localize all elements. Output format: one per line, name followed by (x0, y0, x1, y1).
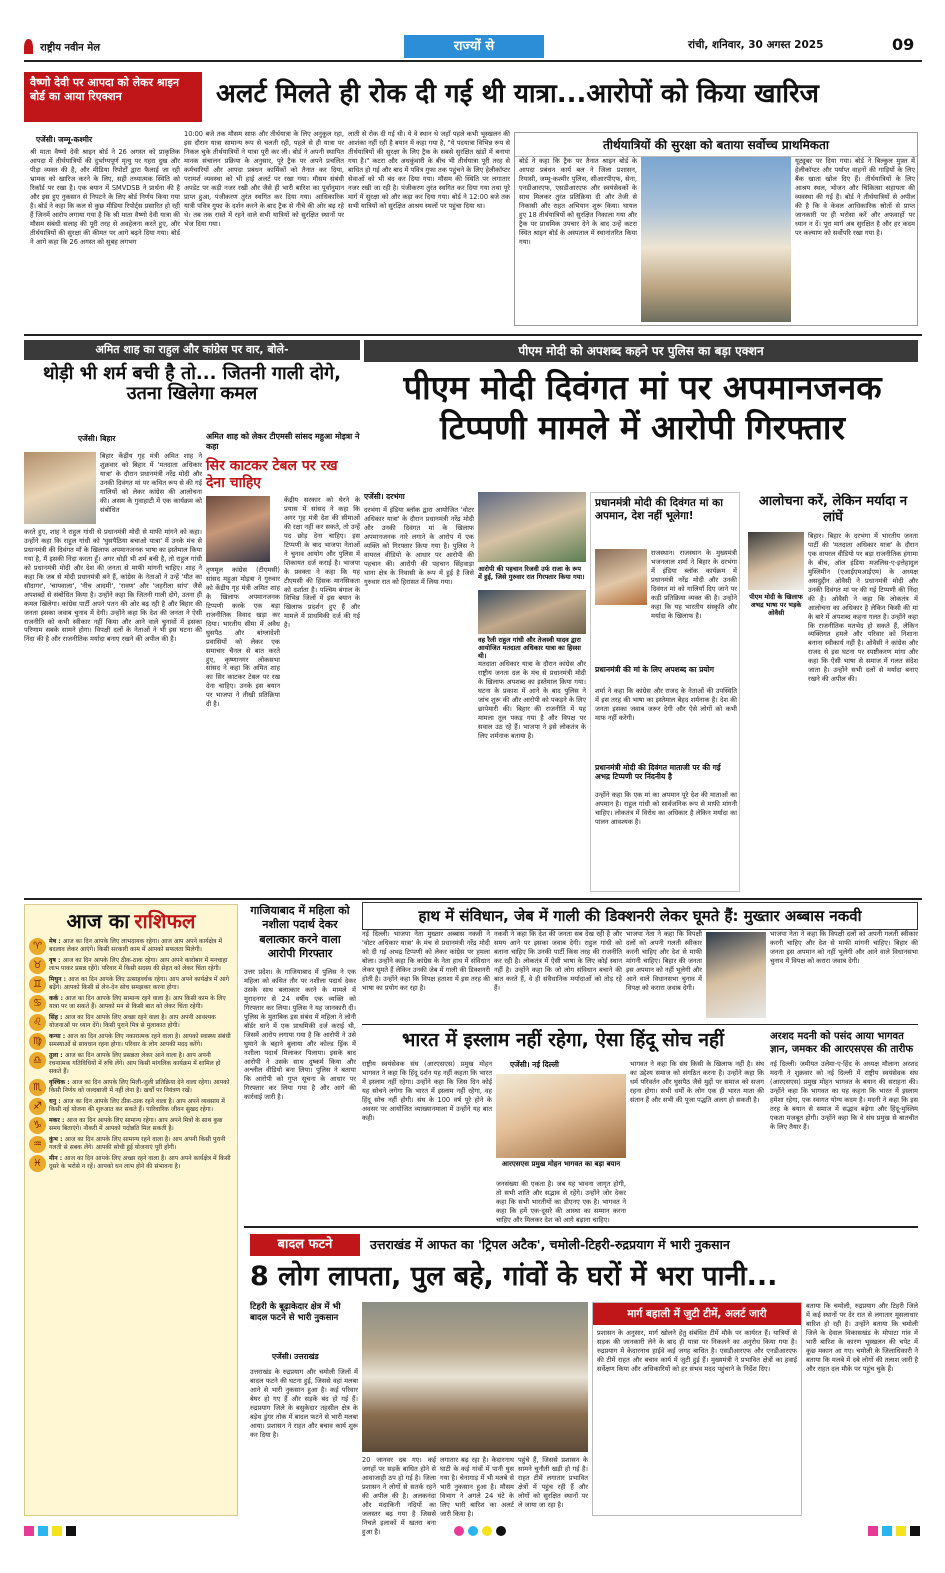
modi-byline: एजेंसी। दरभंगा (364, 492, 405, 501)
story1-kicker: वैष्णो देवी पर आपदा को लेकर श्राइन बोर्ड का आया रिएक्शन (24, 72, 202, 122)
accused-caption-2: वह रैली राहुल गांधी और तेजस्वी यादव द्वारा आयोजित मतदाता अधिकार यात्रा का हिस्सा थी। (478, 636, 581, 660)
zodiac-sign-icon: ♒ (29, 1136, 46, 1153)
cm-photo (595, 549, 647, 605)
bhagwat-col4: भागवत ने कहा कि संघ किसी के खिलाफ नहीं है। संघ का उद्देश्य समाज को संगठित करना है। उन्होंने कहा कि धर्म परिवर्तन और घुसपैठ जैसे मुद्दों पर समाज को सजग रहना होगा। सभी धर्मों के लोग एक ही भारत माता की संतान हैं और सभी की पूजा पद्धति अलग हो सकती है। (630, 1060, 764, 1104)
bhagwat-caption: आरएसएस प्रमुख मोहन भागवत का बड़ा बयान (496, 1160, 626, 1168)
zodiac-sign-prediction: आज का दिन आपके लिए नकारात्मक रहने वाला है। आपको स्वास्थ्य संबंधी समस्याओं से सावधान रहना होगा। परिवार के लोग आपकी मदद करेंगे। (49, 1033, 231, 1049)
shah-headline: थोड़ी भी शर्म बची है तो... जितनी गाली दोगे, उतना खिलेगा कमल (42, 363, 342, 405)
bhagwat-col3: जनसंख्या की एकता है। जब यह भावना जागृत होगी, तो सभी शांति और सद्भाव से रहेंगे। उन्होंने जोर देकर कहा कि सभी भारतीयों का डीएनए एक है। भागवत ने कहा कि हमें एक-दूसरे की आस्था का सम्मान करना चाहिए और मिलकर देश को आगे बढ़ाना चाहिए। (496, 1180, 626, 1224)
flood-headline: 8 लोग लापता, पुल बहे, गांवों के घरों में भरा पानी... (250, 1261, 778, 1292)
zodiac-sign-prediction: आज का दिन आपके लिए सामान्य रहेगा। आप अपने मित्रों के साथ कुछ समय बिताएंगे। नौकरी में आपको पदोन्नति मिल सकती है। (49, 1116, 223, 1132)
zodiac-sign-name: वृष : (49, 957, 63, 964)
flood-byline: एजेंसी। उत्तराखंड (272, 1352, 319, 1361)
zodiac-sign-name: सिंह : (49, 1014, 65, 1021)
flood-box (592, 1302, 802, 1516)
naqvi-photo (706, 932, 766, 1018)
pilgrims-col1: बोर्ड ने कहा कि ट्रैक पर तैनात श्राइन बोर्ड के आपदा प्रबंधन कार्य बल ने जिला प्रशासन, रियासी, जम्मू-कश्मीर पुलिस, सीआरपीएफ, सेना, एनडीआरएफ, एसडीआरएफ और स्वयंसेवकों के साथ मिलकर तुरंत प्रतिक्रिया दी और तेजी से निकासी और राहत अभियान शुरू किया। घायल हुए 18 तीर्थयात्रियों को सुरक्षित निकाला गया और ट्रैक पर प्राथमिक उपचार देने के बाद उन्हें कटरा स्थित श्राइन बोर्ड के अस्पताल में स्थानांतरित किया गया। (519, 157, 637, 246)
cm-box-headline: प्रधानमंत्री मोदी की दिवंगत मां का अपमान, देश नहीं भूलेगा! (595, 497, 723, 523)
rashifal-row (29, 1079, 233, 1096)
zodiac-sign-name: कुंभ : (49, 1135, 65, 1143)
registration-mark-icon (24, 1526, 34, 1536)
divider-1 (24, 334, 922, 336)
cm-col2: शर्मा ने कहा कि कांग्रेस और राजद के नेताओं की उपस्थिति में इस तरह की भाषा का इस्तेमाल बेहद शर्मनाक है। देश की जनता इसका जवाब जरूर देगी और ऐसे लोगों को कभी माफ नहीं करेगी। (595, 687, 737, 722)
dateline: रांची, शनिवार, 30 अगस्त 2025 (688, 39, 824, 51)
zodiac-sign-prediction: आज का दिन आपके लिए अच्छा रहने वाला है। आप अपने कार्यक्षेत्र में किसी दूसरे के भरोसे न रहें। आपको धन लाभ होने की संभावना है। (49, 1154, 231, 1170)
flood-col5: बताया कि चमोली, रुद्रप्रयाग और टिहरी जिले में कई स्थानों पर देर रात से लगातार मूसलाधार बारिश हो रही है। उन्होंने बताया कि चमोली जिले के देवाल विकासखंड के मोपाटा गांव में भारी बारिश के कारण भूस्खलन की चपेट में कुछ मकान आ गए। चमोली के जिलाधिकारी ने बताया कि मलबे में दबे लोगों की तलाश जारी है और राहत दल मौके पर पहुंच चुके हैं। (806, 1302, 918, 1373)
zodiac-sign-icon: ♓ (29, 1155, 46, 1172)
zodiac-sign-prediction: आज का दिन आपके लिए अच्छा रहने वाला है। आप अपनी आवश्यक योजनाओं पर ध्यान देंगे। किसी पुराने मित्र से मुलाकात होगी। (49, 1014, 216, 1030)
rashifal-row (29, 1155, 233, 1172)
owaisi-caption: पीएम मोदी के खिलाफ अभद्र भाषा पर भड़के ओवैसी (749, 593, 803, 617)
rashifal-text (49, 1098, 233, 1114)
zodiac-sign-name: कन्या : (49, 1033, 68, 1040)
cm-subhead-1: प्रधानमंत्री की मां के लिए अपशब्द का प्रयोग (595, 665, 714, 674)
modi-kicker-bar: पीएम मोदी को अपशब्द कहने पर पुलिस का बड़ा एक्शन (364, 340, 918, 362)
bhagwat-byline: एजेंसी। नई दिल्ली (510, 1060, 559, 1069)
rashifal-text (49, 1155, 233, 1171)
page-number: 09 (892, 35, 915, 54)
flood-photo (362, 1302, 588, 1452)
pilgrims-title: तीर्थयात्रियों की सुरक्षा को बताया सर्वोच्च प्राथमिकता (515, 133, 917, 157)
section-banner (404, 35, 544, 58)
registration-mark-icon (896, 1526, 906, 1536)
masthead-logo (24, 36, 134, 56)
zodiac-sign-name: मकर : (49, 1116, 67, 1124)
rashifal-row (29, 1014, 233, 1031)
registration-mark-icon (38, 1526, 48, 1536)
zodiac-sign-prediction: आज का दिन आपके लिए सामान्य रहने वाला है। आप अपनी किसी पुरानी गलती से सबक लेंगे। आपकी सोची हुई योजनाएं पूरी होंगी। (49, 1135, 226, 1151)
madani-headline: अरशद मदनी को पसंद आया भागवत ज्ञान, जमकर की आरएसएस की तारीफ (770, 1031, 914, 1055)
cm-subhead-2: प्रधानमंत्री मोदी की दिवंगत माताजी पर की गई अभद्र टिप्पणी पर निंदनीय है (595, 763, 721, 782)
registration-mark-icon (910, 1526, 920, 1536)
zodiac-sign-icon: ♑ (29, 1117, 46, 1134)
story1-col1: श्री माता वैष्णो देवी श्राइन बोर्ड ने 26 अगस्त को प्राकृतिक आपदा में तीर्थयात्रियों की दुर्भाग्यपूर्ण मृत्यु पर गहरा दुख और पीड़ा व्यक्त की है, और मीडिया रिपोर्टों द्वारा फैलाई जा रही भ्रामक को खारिज करने के लिए, सही तथ्यात्मक स्थिति को रिकॉर्ड पर रखा है। एक बयान में SMVDSB ने प्रार्थना की है और इस हुए नुकसान से निपटने के लिए बोर्ड निर्णय किया गया है। बोर्ड ने कहा कि कल से कुछ मीडिया रिपोर्ट्स प्रसारित हो रही हैं जिनमें आरोप लगाया गया है कि श्री माता वैष्णो देवी यात्रा की मौसम संबंधी सलाह की पूरी तरह से अवहेलना करते हुए, और तीर्थयात्रियों की सुरक्षा की कीमत पर आगे बढ़ने दिया गया। बोर्ड ने आगे कहा कि 26 अगस्त को सुबह लगभग (30, 148, 180, 246)
rashifal-row (29, 1136, 233, 1153)
rashifal-text (49, 957, 233, 973)
rashifal-text (49, 938, 233, 954)
moitra-kicker: अमित शाह को लेकर टीएमसी सांसद महुआ मोइत्रा ने कहा (206, 432, 360, 452)
zodiac-sign-icon: ♎ (29, 1052, 46, 1069)
registration-mark-icon (66, 1526, 76, 1536)
rashifal-row (29, 1098, 233, 1115)
rashifal-text (49, 1117, 233, 1133)
flood-sidebar: टिहरी के बूढ़ाकेदार क्षेत्र में भी बादल फटने से भारी नुकसान (250, 1302, 341, 1324)
flood-box-title: मार्ग बहाली में जुटी टीमें, अलर्ट जारी (593, 1303, 801, 1325)
modi-col3: मतदाता अधिकार यात्रा के दौरान कांग्रेस और राष्ट्रीय जनता दल के मंच से प्रधानमंत्री मोदी के खिलाफ अपशब्द का इस्तेमाल किया गया। घटना के प्रकाश में आने के बाद पुलिस ने जांच शुरू की और आरोपी को पकड़ने के लिए छापेमारी की। बिहार की राजनीति में यह मामला तूल पकड़ गया है और विपक्ष पर सवाल उठ रहे हैं। भाजपा ने इसे लोकतंत्र के लिए शर्मनाक बताया है। (478, 660, 586, 740)
pilgrims-col2: यूट्यूबर पर दिया गया। बोर्ड ने बिल्कुल मुफ़्त में हेलीकॉप्टर और पर्याप्त वाहनों की गाड़ियों के लिए बैंक खाता खोल दिए हैं। तीर्थयात्रियों के लिए आश्रय स्थल, भोजन और चिकित्सा सहायता की व्यवस्था की गई है। बोर्ड ने तीर्थयात्रियों से अपील की है कि वे केवल आधिकारिक स्रोतों से प्राप्त जानकारी पर ही भरोसा करें और अफवाहों पर ध्यान न दें। पूरा मार्ग अब सुरक्षित है और हर कदम पर कल्याण को सर्वोपरि रखा गया है। (795, 157, 915, 237)
shah-byline: एजेंसी। बिहार (78, 434, 116, 443)
naqvi-headline: हाथ में संविधान, जेब में गाली की डिक्शनरी लेकर घूमते हैं: मुख्तार अब्बास नकवी (362, 902, 918, 930)
rashifal-panel (24, 904, 238, 1516)
rashifal-row (29, 938, 233, 955)
story1-col2: 10:00 बजे तक मौसम साफ़ और तीर्थयात्रा के लिए अनुकूल रहा, इस दौरान यात्रा सामान्य रूप से चलती रही, पहले से ही यात्रा पर निकल चुके तीर्थयात्रियों ने यात्रा पूरी कर ली। बोर्ड ने अपनी स्थापित मानक संचालन प्रक्रिया के अनुसार, पूरे ट्रैक पर अपने प्रचलित कर्मचारियों और आपदा प्रबंधन कार्मिकों को तैनात कर दिया, परामर्श व्यवस्था को भी हाई अलर्ट पर रखा गया। मौसम संबंधी अपडेट पर कड़ी नजर रखी और जैसे ही भारी बारिश का पूर्वानुमान प्राप्त हुआ, पंजीकरण तुरंत स्थगित कर दिया गया। आधिकारिक यात्री पवित्र गुफा के दर्शन करने के बाद ट्रैक से नीचे की ओर बढ़ रहे थे। तब तक रास्ते में रहने वाले सभी यात्रियों को सुरक्षित स्थानों पर भेज दिया गया। (184, 130, 344, 228)
bhagwat-photo (496, 1074, 626, 1158)
rashifal-row (29, 1052, 233, 1077)
zodiac-sign-prediction: आज का दिन आपके लिए ठीक-ठाक रहने वाला है। आप अपने व्यवसाय में किसी नई योजना की शुरुआत कर सकते हैं। पारिवारिक जीवन सुखद रहेगा। (49, 1097, 225, 1113)
zodiac-sign-prediction: आज का दिन आपके लिए लाभदायक रहेगा। आज आप अपने कार्यक्षेत्र में बदलाव लेकर आएंगे। किसी सरकारी काम में आपको सफलता मिलेगी। (49, 938, 222, 954)
naqvi-col4: भाजपा नेता ने कहा कि विपक्षी दलों को अपनी गलती स्वीकार करनी चाहिए और देश से माफी मांगनी चाहिए। बिहार की जनता इस अपमान को नहीं भूलेगी और आने वाले विधानसभा चुनाव में विपक्ष को करारा जवाब देगी। (770, 930, 918, 965)
accused-photo-2 (478, 590, 586, 634)
zodiac-sign-prediction: आज का दिन आपके लिए ठीक-ठाक रहेगा। आप अपने कारोबार में मनचाहा लाभ पाकर प्रसन्न रहेंगे। परिवार में किसी सदस्य की सेहत को लेकर चिंता रहेगी। (49, 957, 228, 973)
rashifal-text (49, 1079, 233, 1095)
modi-col1: दरभंगा में इंडिया ब्लॉक द्वारा आयोजित 'वोटर अधिकार यात्रा' के दौरान प्रधानमंत्री नरेंद्र मोदी और उनकी दिवंगत मां के खिलाफ अपमानजनक नारे लगाने के आरोप में एक व्यक्ति को गिरफ्तार किया गया है। पुलिस ने वायरल वीडियो के आधार पर आरोपी की पहचान की। आरोपी की पहचान सिंहवाड़ा थाना क्षेत्र के निवासी के रूप में हुई है जिसे गुरुवार रात को हिरासत में लिया गया। (364, 506, 474, 586)
flood-col3: लगातार बढ़ रहा है। केदारनाथ घाटी के कई गांवों में पानी घुस गया है। चेनागाड़ में भी मलबे से भारी नुकसान हुआ है। मौसम विभाग ने अगले 24 घंटे के लिए भारी बारिश का अलर्ट जारी किया है। (440, 1456, 514, 1518)
madani-body: नई दिल्ली। जमीयत उलेमा-ए-हिंद के अध्यक्ष मौलाना अरशद मदनी ने शुक्रवार को नई दिल्ली में राष्ट्रीय स्वयंसेवक संघ (आरएसएस) प्रमुख मोहन भागवत के बयान की सराहना की। उन्होंने कहा कि भागवत का यह कहना कि भारत में इस्लाम हमेशा रहेगा, एक स्वागत योग्य कदम है। मदनी ने कहा कि इस तरह के बयान से समाज में सद्भाव बढ़ेगा और हिंदू-मुस्लिम एकता मजबूत होगी। उन्होंने कहा कि वे संघ प्रमुख से बातचीत के लिए तैयार हैं। (770, 1060, 918, 1131)
zodiac-sign-icon: ♏ (29, 1079, 46, 1096)
ghaziabad-body: उत्तर प्रदेश। के गाजियाबाद में पुलिस ने एक महिला को कथित तौर पर नशीला पदार्थ देकर उसके साथ बलात्कार करने के मामले में मुरादनगर से 24 वर्षीय एक व्यक्ति को गिरफ्तार कर लिया। पुलिस ने यह जानकारी दी। पुलिस के मुताबिक इस संबंध में महिला ने लोनी बॉर्डर थाने में एक प्राथमिकी दर्ज कराई थी, जिसमें आरोप लगाया गया है कि आरोपी ने उसे घुमाने के बहाने बुलाया और कोल्ड ड्रिंक में नशीला पदार्थ मिलाकर पिलाया। इसके बाद आरोपी ने उसके साथ दुष्कर्म किया और अश्लील वीडियो बना लिया। पुलिस ने बताया कि आरोपी को गुप्त सूचना के आधार पर गिरफ्तार कर लिया गया है और आगे की कार्रवाई जारी है। (244, 968, 356, 1102)
rashifal-row (29, 1117, 233, 1134)
ghaziabad-headline: गाजियाबाद में महिला को नशीला पदार्थ देकर बलात्कार करने वाला आरोपी गिरफ्तार (250, 904, 350, 960)
naqvi-col1: नई दिल्ली। भाजपा नेता मुख्तार अब्बास नकवी ने 'वोटर अधिकार यात्रा' के मंच से प्रधानमंत्री नरेंद्र मोदी को दी गई अभद्र टिप्पणी को लेकर कांग्रेस पर हमला बोला। उन्होंने कहा कि कांग्रेस के नेता हाथ में संविधान लेकर घूमते हैं लेकिन उनकी जेब में गाली की डिक्शनरी होती है। उन्होंने कहा कि विपक्ष हताशा में इस तरह की भाषा का प्रयोग कर रहा है। (362, 930, 490, 992)
rashifal-title: आज का राशिफल (66, 909, 196, 933)
cm-col3: उन्होंने कहा कि एक मां का अपमान पूरे देश की माताओं का अपमान है। राहुल गांधी को सार्वजनिक रूप से माफी मांगनी चाहिए। लोकतंत्र में विरोध का अधिकार है लेकिन मर्यादा का पालन आवश्यक है। (595, 791, 737, 826)
divider-2 (24, 898, 922, 900)
flood-tag: बादल फटने (250, 1234, 360, 1256)
amit-shah-photo (24, 452, 96, 524)
zodiac-sign-icon: ♌ (29, 1014, 46, 1031)
divider-4 (244, 1226, 918, 1228)
zodiac-sign-name: तुला : (49, 1052, 65, 1059)
masthead-title: राष्ट्रीय नवीन मेल (40, 42, 100, 54)
modi-headline: पीएम मोदी दिवंगत मां पर अपमानजनक टिप्पणी मामले में आरोपी गिरफ्तार (403, 368, 882, 448)
moitra-col2: केंद्रीय सरकार को घेरने के प्रयास में सांसद ने कहा कि अगर गृह मंत्री देश की सीमाओं की रक्षा नहीं कर सकते, तो उन्हें पद छोड़ देना चाहिए। इस टिप्पणी के बाद भाजपा नेताओं ने चुनाव आयोग और पुलिस में शिकायत दर्ज कराई है। भाजपा के प्रवक्ता ने कहा कि यह टीएमसी की हिंसक मानसिकता को दर्शाता है। पश्चिम बंगाल के विभिन्न जिलों में इस बयान के खिलाफ प्रदर्शन हुए हैं और मामले में प्राथमिकी दर्ज की गई है। (284, 496, 360, 630)
story1-byline: एजेंसी। जम्मू-कश्मीर (36, 135, 93, 144)
zodiac-sign-icon: ♈ (29, 938, 46, 955)
registration-mark-icon (454, 1526, 464, 1536)
flood-box-body: प्रशासन के अनुसार, मार्ग खोलने हेतु संबंधित टीमें मौके पर कार्यरत हैं। यात्रियों से सड़क की जानकारी लेने के बाद ही यात्रा पर निकलने का अनुरोध किया गया है। रुद्रप्रयाग में केदारनाथ हाईवे कई जगह बाधित है। एसडीआरएफ और एनडीआरएफ की टीमें राहत और बचाव कार्य में जुटी हुई हैं। मुख्यमंत्री ने प्रभावित क्षेत्रों का हवाई सर्वेक्षण किया और अधिकारियों को हर संभव मदद पहुंचाने के निर्देश दिए। (597, 1329, 797, 1373)
owaisi-headline: आलोचना करें, लेकिन मर्यादा न लांघें (758, 494, 908, 526)
zodiac-sign-icon: ♊ (29, 976, 46, 993)
zodiac-sign-name: मेष : (49, 938, 63, 945)
rashifal-text (49, 1136, 233, 1152)
zodiac-sign-icon: ♐ (29, 1098, 46, 1115)
zodiac-sign-icon: ♋ (29, 995, 46, 1012)
bhagwat-col1: राष्ट्रीय स्वयंसेवक संघ (आरएसएस) प्रमुख मोहन भागवत ने कहा कि हिंदू दर्शन यह नहीं कहता कि भारत में इस्लाम नहीं रहेगा। उन्होंने कहा कि जिस दिन कोई यह सोचने लगेगा कि भारत में इस्लाम नहीं रहेगा, वह हिंदू सोच नहीं होगी। संघ के 100 वर्ष पूरे होने के अवसर पर आयोजित व्याख्यानमाला में उन्होंने यह बात कही। (362, 1060, 492, 1122)
shah-kicker-bar: अमित शाह का राहुल और कांग्रेस पर वार, बोले- (24, 340, 360, 360)
zodiac-sign-name: वृश्चिक : (49, 1078, 72, 1086)
zodiac-sign-icon: ♍ (29, 1033, 46, 1050)
registration-mark-icon (52, 1526, 62, 1536)
section-title: राज्यों से (453, 39, 495, 54)
flood-col2: 20 जानवर दब गए। कई जगहों पर सड़कें बाधित होने से आवाजाही ठप हो गई है। जिला प्रशासन ने लोगों से सतर्क रहने की अपील की है। अलकनंदा और मंदाकिनी नदियों का जलस्तर बढ़ गया है जिससे निचले इलाकों में खतरा बना हुआ है। (362, 1456, 436, 1536)
rashifal-list (25, 938, 237, 1172)
rashifal-row (29, 957, 233, 974)
moitra-col1: तृणमूल कांग्रेस (टीएमसी) सांसद महुआ मोइत्रा ने गुरुवार को केंद्रीय गृह मंत्री अमित शाह के खिलाफ अपमानजनक टिप्पणी करके एक बड़ा राजनीतिक विवाद खड़ा कर दिया। भारतीय सीमा में अवैध घुसपैठ और बांग्लादेशी प्रवासियों को लेकर एक समाचार चैनल से बात करते हुए, कृष्णानगर लोकसभा सांसद ने कहा कि अमित शाह का सिर काटकर टेबल पर रख देना चाहिए। उनके इस बयान पर भाजपा ने तीखी प्रतिक्रिया दी है। (206, 566, 280, 709)
owaisi-body: बिहार। बिहार के दरभंगा में भारतीय जनता पार्टी की 'मतदाता अधिकार यात्रा' के दौरान एक वायरल वीडियो पर बड़ा राजनीतिक हंगामा के बीच, ऑल इंडिया मजलिस-ए-इत्तेहादुल मुस्लिमीन (एआईएमआईएम) के अध्यक्ष असदुद्दीन ओवैसी ने प्रधानमंत्री मोदी और उनकी दिवंगत मां पर की गई टिप्पणी की निंदा की है। ओवैसी ने कहा कि लोकतंत्र में आलोचना का अधिकार है लेकिन किसी की मां के बारे में अपशब्द कहना गलत है। उन्होंने कहा कि राजनीतिक मतभेद हो सकते हैं, लेकिन व्यक्तिगत हमले और परिवार को निशाना बनाना स्वीकार्य नहीं है। ओवैसी ने कांग्रेस और राजद से इस घटना पर स्पष्टीकरण मांगा और कहा कि ऐसी भाषा से समाज में गलत संदेश जाता है। उन्होंने सभी दलों से मर्यादा बनाए रखने की अपील की। (808, 532, 918, 684)
rashifal-text (49, 976, 233, 992)
naqvi-col3: भाजपा नेता ने कहा कि विपक्षी दलों को अपनी गलती स्वीकार करनी चाहिए और देश से माफी मांगनी चाहिए। बिहार की जनता इस अपमान को नहीं भूलेगी और आने वाले विधानसभा चुनाव में विपक्ष को करारा जवाब देगी। (626, 930, 702, 992)
rashifal-text (49, 1014, 233, 1030)
rashifal-row (29, 1033, 233, 1050)
zodiac-sign-name: मीन : (49, 1154, 65, 1162)
divider-3 (362, 1024, 918, 1025)
zodiac-sign-icon: ♉ (29, 957, 46, 974)
footer-registration-marks (24, 1524, 922, 1538)
registration-mark-icon (468, 1526, 478, 1536)
zodiac-sign-prediction: आज का दिन आपके लिए मिली-जुली प्रतिक्रिया देने वाला रहेगा। आपको किसी निर्णय को जल्दबाजी में नहीं लेना है। खर्चों पर नियंत्रण रखें। (49, 1078, 230, 1094)
zodiac-sign-name: कर्क : (49, 995, 66, 1002)
rashifal-row (29, 976, 233, 993)
rashifal-text (49, 1033, 233, 1049)
accused-photo-1 (478, 492, 586, 562)
header-rule (24, 60, 922, 62)
zodiac-sign-name: मिथुन : (49, 976, 69, 983)
accused-caption-1: आरोपी की पहचान रिजवी उर्फ राजा के रूप में हुई, जिसे गुरुवार रात गिरफ्तार किया गया। (478, 565, 585, 581)
moitra-headline: सिर काटकर टेबल पर रख देना चाहिए (206, 458, 338, 491)
logo-emblem-icon (24, 39, 33, 54)
zodiac-sign-prediction: आज का दिन आपके लिए सामान्य रहने वाला है। आप किसी काम के लिए यात्रा पर जा सकते हैं। आपको मन से किसी बात को लेकर चिंता रहेगी। (49, 995, 226, 1011)
registration-mark-icon (496, 1526, 506, 1536)
temple-photo (641, 157, 791, 322)
shah-intro: बिहार केंद्रीय गृह मंत्री अमित शाह ने शुक्रवार को बिहार में 'मतदाता अधिकार यात्रा' के दौरान प्रधानमंत्री नरेंद्र मोदी और उनकी दिवंगत मां पर कथित रूप से की गई गालियों को लेकर कांग्रेस की आलोचना की। असम के गुवाहाटी में एक कार्यक्रम को संबोधित (100, 452, 202, 514)
rashifal-text (49, 995, 233, 1011)
zodiac-sign-prediction: आज का दिन आपके लिए उत्साहवर्धक रहेगा। आप अपने कार्यक्षेत्र में आगे बढ़ेंगे। आपको किसी से लेन-देन सोच समझकर करना होगा। (49, 976, 230, 992)
rashifal-row (29, 995, 233, 1012)
story1-headline: अलर्ट मिलते ही रोक दी गई थी यात्रा...आरोपों को किया खारिज (216, 79, 819, 109)
flood-kicker: उत्तराखंड में आफत का 'ट्रिपल अटैक', चमोली-टिहरी-रुद्रप्रयाग में भारी नुकसान (370, 1237, 730, 1252)
flood-col4: पहुंचे हैं, जिससे प्रशासन के सामने चुनौती खड़ी हो गई है। राहत टीमें लगातार प्रभावित क्षेत्रों में पहुंच रही हैं और लोगों को सुरक्षित स्थानों पर ले जाया जा रहा है। (518, 1456, 588, 1509)
zodiac-sign-prediction: आज का दिन आपके लिए प्रसन्नता लेकर आने वाला है। आप अपनी रचनात्मक गतिविधियों में रुचि लेंगे। आप किसी मांगलिक कार्यक्रम में शामिल हो सकते हैं। (49, 1052, 221, 1076)
owaisi-photo (748, 532, 804, 590)
cm-col1: राजस्थान। राजस्थान के मुख्यमंत्री भजनलाल शर्मा ने बिहार के दरभंगा में इंडिया ब्लॉक कार्यक्रम में प्रधानमंत्री नरेंद्र मोदी और उनकी दिवंगत मां को गालियाँ दिए जाने पर कड़ी प्रतिक्रिया व्यक्त की है। उन्होंने कहा कि यह भारतीय संस्कृति और मर्यादा के खिलाफ है। (651, 549, 737, 620)
cm-box (590, 492, 740, 892)
bhagwat-headline: भारत में इस्लाम नहीं रहेगा, ऐसा हिंदू सोच नहीं (401, 1029, 725, 1051)
registration-mark-icon (482, 1526, 492, 1536)
zodiac-sign-name: धनु : (49, 1097, 63, 1105)
registration-mark-icon (882, 1526, 892, 1536)
story1-col3: लाती से रोक दी गई थी। ये वे स्थान थे जहाँ पहले कभी भूस्खलन की आशंका नहीं रही है बयान में कहा गया है, "ये पदयात्रा विभिन्न रूप से तीर्थयात्रियों की सुरक्षा के लिए ट्रैक के सबसे सुरक्षित खंडों में बनाया गया है।" कटरा और अधकुंवारी के बीच भी तीर्थयात्रा पूरी तरह से बाधित हो गई और बाद में पवित्र गुफा तक पहुंचने के लिए हेलीकॉप्टर सेवाओं को भी बंद कर दिया गया। मौसम की स्थिति पर लगातार नजर रखी जा रही है। पंजीकरण तुरंत स्थगित कर दिया गया तथा पूरे मार्ग में सुरक्षा को और कड़ा कर दिया गया। बोर्ड ने 12:00 बजे तक सभी यात्रियों को सुरक्षित आश्रय स्थलों पर पहुंचा दिया था। (348, 130, 510, 210)
mahua-moitra-photo (206, 496, 270, 562)
flood-col1: उत्तराखंड के रुद्रप्रयाग और चमोली जिलों में बादल फटने की घटना हुई, जिससे वहां मलबा आने से भारी नुकसान हुआ है। कई परिवार बेघर हो गए हैं और सड़कें बंद हो गई हैं। रुद्रप्रयाग जिले के बसुकेदार तहसील क्षेत्र के बड़ेथ डुंगर तोक में बादल फटने से भारी मलबा आया। प्रशासन ने राहत और बचाव कार्य शुरू कर दिया है। (250, 1368, 358, 1439)
naqvi-col2: नकवी ने कहा कि देश की जनता सब देख रही है और समय आने पर इसका जवाब देगी। राहुल गांधी को बताना चाहिए कि उनकी पार्टी किस तरह की राजनीति कर रही है। लोकतंत्र में ऐसी भाषा के लिए कोई स्थान नहीं है। उन्होंने कहा कि जो लोग संविधान बचाने की बात करते हैं, वे ही संवैधानिक मर्यादाओं को तोड़ रहे हैं। (494, 930, 622, 992)
registration-mark-icon (868, 1526, 878, 1536)
pilgrims-box (514, 132, 918, 326)
rashifal-text (49, 1052, 233, 1077)
shah-body: करते हुए, शाह ने राहुल गांधी से प्रधानमंत्री मोदी से माफी मांगने को कहा। उन्होंने कहा कि राहुल गांधी को 'घुसपैठिया बचाओ यात्रा' में उनके मंच से प्रधानमंत्री की दिवंगत माँ के खिलाफ अपमानजनक भाषा का इस्तेमाल किया गया है, मैं इसकी निंदा करता हूँ। अगर थोड़ी भी शर्म बची है, तो राहुल गांधी को प्रधानमंत्री मोदी और देश की जनता से माफी मांगनी चाहिए। शाह ने कहा कि जब से मोदी प्रधानमंत्री बने हैं, कांग्रेस के नेताओं ने उन्हें 'मौत का सौदागर', 'चायवाला', 'नीच आदमी', 'रावण' और 'जहरीला सांप' जैसे अपशब्दों से संबोधित किया है। उन्होंने कहा कि जितनी गाली दोगे, उतना ही कमल खिलेगा। कांग्रेस पार्टी अपने पतन की ओर बढ़ रही है और बिहार की जनता इसका जवाब चुनाव में देगी। उन्होंने कहा कि देश की जनता ने ऐसी राजनीति को कभी स्वीकार नहीं किया और आने वाले चुनावों में इसका परिणाम सबके सामने होगा। विपक्षी दलों के नेताओं ने भी इस घटना की निंदा की है और राजनीतिक मर्यादा बनाए रखने की अपील की है। (24, 528, 202, 644)
